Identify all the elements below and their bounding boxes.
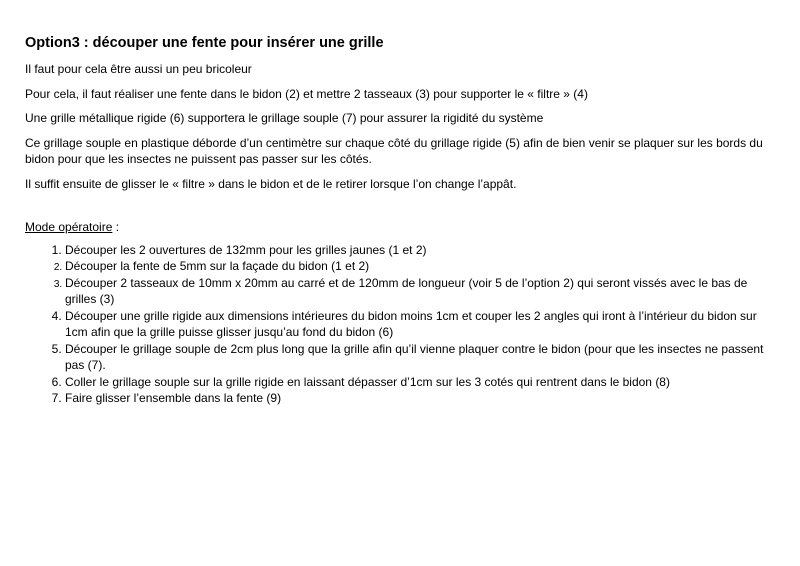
step-item: 1. Découper les 2 ouvertures de 132mm pour les grilles jaunes (1 et 2) <box>65 242 775 259</box>
step-item: 7. Faire glisser l’ensemble dans la fente (9) <box>65 390 775 407</box>
step-item: 5. Découper le grillage souple de 2cm plus long que la grille afin qu’il vienne plaquer contre le bidon (pour que les insectes ne passent pas (7). <box>65 341 775 374</box>
step-item: 2. Découper la fente de 5mm sur la façade du bidon (1 et 2) <box>65 258 775 275</box>
section-spacer <box>25 200 775 219</box>
paragraph-filtre: Il suffit ensuite de glisser le « filtre » dans le bidon et de le retirer lorsque l’on change l’appât. <box>25 176 517 191</box>
paragraph-grille: Une grille métallique rigide (6) supportera le grillage souple (7) pour assurer la rigidité du système <box>25 111 544 125</box>
paragraph-grillage: Ce grillage souple en plastique déborde d’un centimètre sur chaque côté du grillage rigide (5) afin de bien venir se plaquer sur les bords du bidon pour que les insectes ne puissent pas passer sur les côtés. <box>25 135 763 166</box>
mode-operatoire-label: Mode opératoire <box>25 220 113 234</box>
paragraph-intro: Il faut pour cela être aussi un peu bricoleur <box>25 62 252 76</box>
step-item: 6. Coller le grillage souple sur la grille rigide en laissant dépasser d’1cm sur les 3 cotés qui rentrent dans le bidon (8) <box>65 374 775 391</box>
step-item: 3. Découper 2 tasseaux de 10mm x 20mm au carré et de 120mm de longueur (voir 5 de l’option 2) qui seront vissés avec le bas de grilles (3) <box>65 275 775 308</box>
document-title: Option3 : découper une fente pour insérer une grille <box>25 35 384 51</box>
mode-operatoire-heading <box>25 219 775 236</box>
document-page <box>25 34 775 407</box>
steps-list <box>25 242 775 407</box>
step-item: 4. Découper une grille rigide aux dimensions intérieures du bidon moins 1cm et couper les 2 angles qui iront à l’intérieur du bidon sur 1cm afin que la grille puisse glisser jusqu’au fond du bidon (6) <box>65 308 775 341</box>
mode-operatoire-suffix: : <box>112 220 120 234</box>
paragraph-fente: Pour cela, il faut réaliser une fente dans le bidon (2) et mettre 2 tasseaux (3) pour supporter le « filtre » (4) <box>25 86 588 101</box>
